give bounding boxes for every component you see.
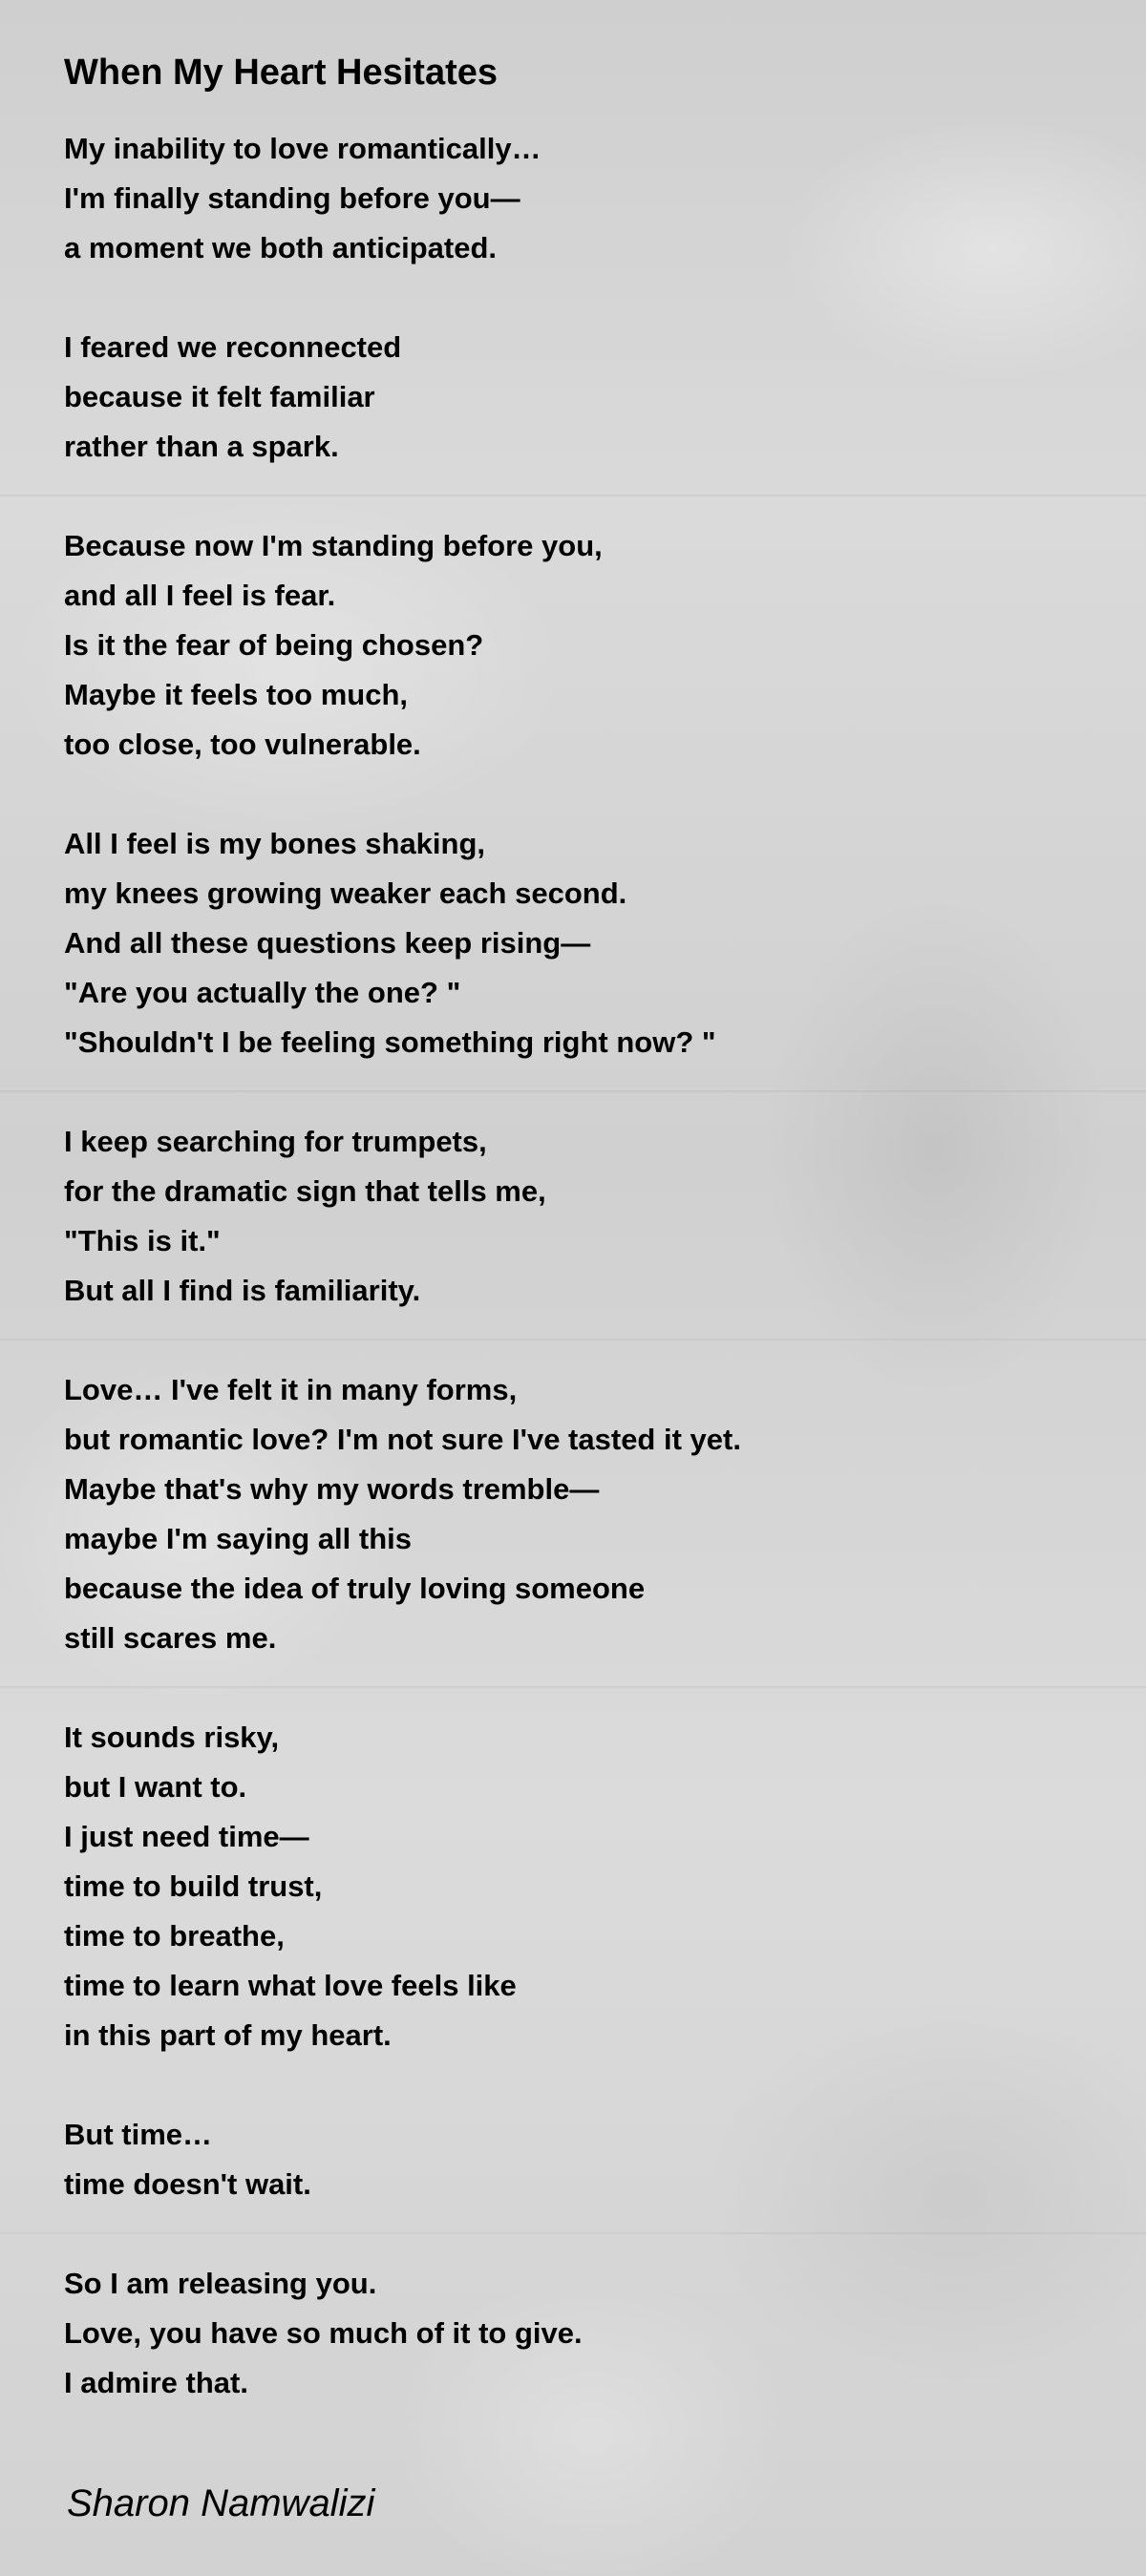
poem-author: Sharon Namwalizi: [67, 2482, 375, 2524]
poem-line: time to breathe,: [64, 1919, 285, 1953]
poem-line: I just need time—: [64, 1820, 309, 1853]
poem-line: time to learn what love feels like: [64, 1969, 517, 2002]
poem-line: because the idea of truly loving someone: [64, 1572, 646, 1605]
poem-line: a moment we both anticipated.: [64, 231, 497, 264]
poem-line: But all I find is familiarity.: [64, 1274, 421, 1307]
poem-line: And all these questions keep rising—: [64, 926, 591, 960]
poem-line: and all I feel is fear.: [64, 579, 336, 612]
poem-line: But time…: [64, 2118, 212, 2151]
poem-stanza: [64, 2110, 1095, 2209]
poem-line: in this part of my heart.: [64, 2018, 392, 2052]
poem-line: my knees growing weaker each second.: [64, 876, 627, 910]
poem-body: [64, 124, 1095, 2408]
poem-line: Love, you have so much of it to give.: [64, 2316, 583, 2350]
poem-line: All I feel is my bones shaking,: [64, 827, 486, 860]
poem-stanza: [64, 1365, 1095, 1663]
poem-stanza: [64, 1713, 1095, 2060]
poem-line: time to build trust,: [64, 1869, 323, 1903]
poem-stanza: [64, 323, 1095, 472]
poem-stanza: [64, 2259, 1095, 2408]
poem-line: because it felt familiar: [64, 380, 375, 413]
poem-line: "Are you actually the one? ": [64, 976, 461, 1009]
poem-line: "This is it.": [64, 1224, 221, 1257]
poem-line: Is it the fear of being chosen?: [64, 628, 484, 662]
poem-line: Maybe that's why my words tremble—: [64, 1472, 600, 1506]
poem-line: but I want to.: [64, 1770, 247, 1804]
poem-line: rather than a spark.: [64, 430, 339, 463]
poem-line: So I am releasing you.: [64, 2267, 377, 2300]
poem-line: I feared we reconnected: [64, 330, 402, 364]
poem-line: My inability to love romantically…: [64, 132, 541, 165]
poem-stanza: [64, 124, 1095, 273]
poem-line: for the dramatic sign that tells me,: [64, 1174, 546, 1208]
poem-line: maybe I'm saying all this: [64, 1522, 413, 1555]
poem: [64, 50, 1095, 2408]
poem-line: still scares me.: [64, 1621, 277, 1655]
poem-line: I'm finally standing before you—: [64, 181, 520, 215]
poem-line: I admire that.: [64, 2366, 248, 2399]
poem-line: Maybe it feels too much,: [64, 678, 409, 711]
poem-stanza: [64, 521, 1095, 770]
poem-stanza: [64, 819, 1095, 1067]
poem-line: It sounds risky,: [64, 1721, 280, 1754]
poem-line: too close, too vulnerable.: [64, 728, 421, 761]
poem-line: "Shouldn't I be feeling something right now? ": [64, 1025, 716, 1059]
poem-line: Because now I'm standing before you,: [64, 529, 603, 562]
poem-line: Love… I've felt it in many forms,: [64, 1373, 518, 1406]
poem-line: time doesn't wait.: [64, 2167, 311, 2201]
poem-stanza: [64, 1117, 1095, 1316]
poem-line: I keep searching for trumpets,: [64, 1125, 487, 1158]
poem-title: When My Heart Hesitates: [64, 53, 499, 93]
poem-line: but romantic love? I'm not sure I've tasted it yet.: [64, 1423, 741, 1456]
